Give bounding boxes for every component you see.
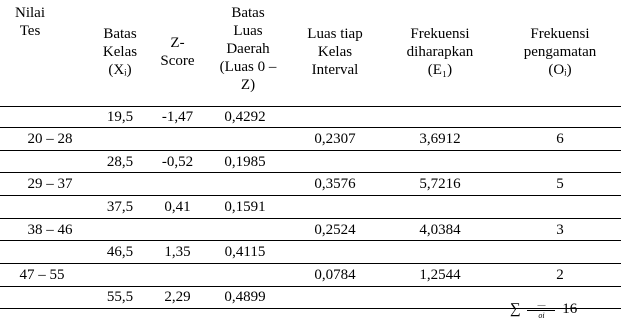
header-line: Kelas xyxy=(102,44,138,60)
header-line: Interval xyxy=(311,62,359,78)
cell-frek-o: 2 xyxy=(556,267,564,283)
cell-nilai: 47 – 55 xyxy=(19,267,65,283)
cell-z-score: 2,29 xyxy=(164,289,191,305)
sum-symbol: ∑ xyxy=(510,301,521,317)
cell-z-score: -1,47 xyxy=(161,109,194,125)
cell-luas-kelas: 0,2307 xyxy=(314,131,356,147)
cell-nilai: 20 – 28 xyxy=(27,131,73,147)
header-line: Luas tiap xyxy=(307,26,363,42)
header-zscore xyxy=(155,34,200,70)
cell-luas-kelas: 0,2524 xyxy=(314,222,356,238)
header-line: Z- xyxy=(170,35,185,51)
cell-frek-e: 4,0384 xyxy=(419,222,461,238)
cell-frek-e: 5,7216 xyxy=(419,176,461,192)
header-line: pengamatan xyxy=(523,44,597,60)
header-line: Nilai xyxy=(15,5,45,21)
cell-luas-daerah: 0,4115 xyxy=(224,244,266,260)
cell-luas-daerah: 0,4899 xyxy=(224,289,266,305)
cell-luas-daerah: 0,1985 xyxy=(224,154,266,170)
cell-frek-e: 1,2544 xyxy=(419,267,461,283)
header-line: Z) xyxy=(240,77,256,93)
cell-batas-kelas: 46,5 xyxy=(106,244,134,260)
cell-nilai: 38 – 46 xyxy=(27,222,73,238)
sum-fraction-bottom: oi xyxy=(538,310,545,320)
cell-frek-o: 3 xyxy=(556,222,564,238)
header-line: (E₁) xyxy=(427,62,453,78)
header-frek-harap xyxy=(395,25,485,79)
cell-luas-kelas: 0,0784 xyxy=(314,267,356,283)
cell-batas-kelas: 37,5 xyxy=(106,199,134,215)
header-nilai xyxy=(10,4,50,40)
sum-row xyxy=(510,298,610,320)
cell-batas-kelas: 55,5 xyxy=(106,289,134,305)
header-batas-luas xyxy=(213,4,283,94)
sum-fraction xyxy=(526,300,556,320)
header-batas-kelas xyxy=(95,25,145,79)
table-rule xyxy=(0,106,621,107)
header-line: Batas xyxy=(231,5,265,21)
cell-luas-daerah: 0,4292 xyxy=(224,109,266,125)
header-line: Frekuensi xyxy=(530,26,590,42)
header-line: Tes xyxy=(19,23,41,39)
header-line: (Xᵢ) xyxy=(108,62,132,78)
cell-frek-o: 5 xyxy=(556,176,564,192)
header-line: (Luas 0 – xyxy=(219,59,277,75)
cell-nilai: 29 – 37 xyxy=(27,176,73,192)
cell-z-score: 0,41 xyxy=(164,199,191,215)
table-rule xyxy=(0,286,621,287)
sum-value: 16 xyxy=(562,301,578,317)
header-frek-amat xyxy=(505,25,615,79)
cell-frek-o: 6 xyxy=(556,131,564,147)
cell-batas-kelas: 28,5 xyxy=(106,154,134,170)
header-line: diharapkan xyxy=(406,44,474,60)
header-luas-tiap xyxy=(300,25,370,79)
header-line: Kelas xyxy=(317,44,353,60)
header-line: Daerah xyxy=(226,41,270,57)
table-rule xyxy=(0,195,621,196)
cell-batas-kelas: 19,5 xyxy=(106,109,134,125)
cell-luas-kelas: 0,3576 xyxy=(314,176,356,192)
cell-z-score: -0,52 xyxy=(161,154,194,170)
cell-frek-e: 3,6912 xyxy=(419,131,461,147)
header-line: Batas xyxy=(103,26,137,42)
header-line: Score xyxy=(160,53,195,69)
cell-luas-daerah: 0,1591 xyxy=(224,199,266,215)
header-line: Frekuensi xyxy=(410,26,470,42)
table-rule xyxy=(0,150,621,151)
header-line: Luas xyxy=(233,23,263,39)
cell-z-score: 1,35 xyxy=(164,244,191,260)
header-line: (Oᵢ) xyxy=(548,62,572,78)
sum-fraction-top: — xyxy=(537,299,546,309)
